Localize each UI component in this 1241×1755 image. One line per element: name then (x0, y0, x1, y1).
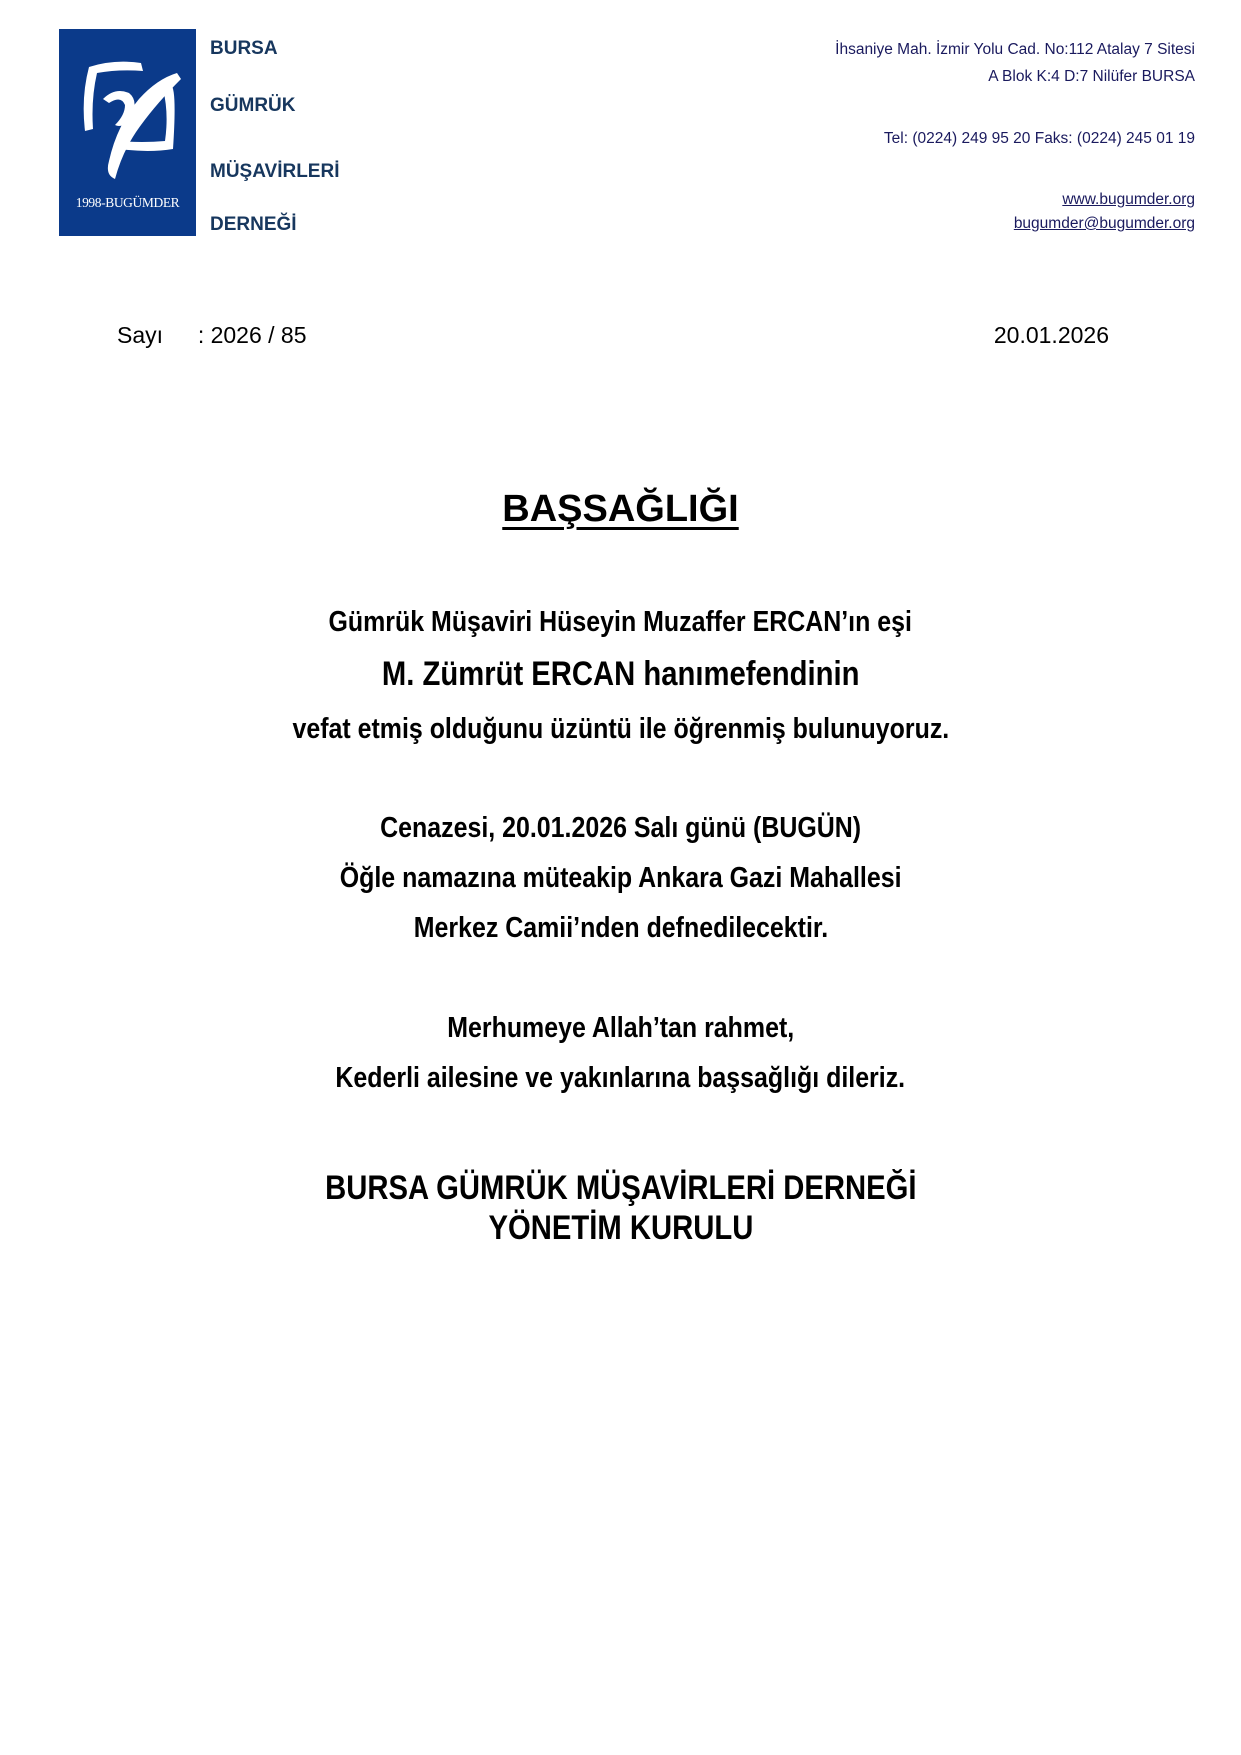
organization-logo (59, 29, 196, 236)
body-line: Gümrük Müşaviri Hüseyin Muzaffer ERCAN’ın eşi (328, 606, 913, 638)
org-name-line: BURSA (210, 38, 278, 59)
org-name-line: MÜŞAVİRLERİ (210, 161, 340, 182)
signature-org: BURSA GÜMRÜK MÜŞAVİRLERİ DERNEĞİ (324, 1169, 917, 1207)
document-date: 20.01.2026 (993, 322, 1109, 348)
body-line: vefat etmiş olduğunu üzüntü ile öğrenmiş bulunuyoruz. (292, 713, 949, 745)
funeral-line: Cenazesi, 20.01.2026 Salı günü (BUGÜN) (380, 812, 861, 844)
deceased-name-line: M. Zümrüt ERCAN hanımefendinin (381, 655, 860, 693)
phone-fax: Tel: (0224) 249 95 20 Faks: (0224) 245 01 19 (883, 130, 1195, 147)
document-number (117, 322, 307, 349)
org-name-line: DERNEĞİ (210, 214, 297, 235)
website-link[interactable]: www.bugumder.org (1062, 191, 1195, 208)
org-name-line: GÜMRÜK (210, 95, 296, 116)
signature-board: YÖNETİM KURULU (488, 1209, 753, 1247)
number-label: Sayı (117, 322, 164, 348)
address-line-2: A Blok K:4 D:7 Nilüfer BURSA (988, 68, 1195, 85)
condolence-line: Merhumeye Allah’tan rahmet, (447, 1012, 794, 1044)
address-line-1: İhsaniye Mah. İzmir Yolu Cad. No:112 Atalay 7 Sitesi (835, 41, 1195, 58)
document-title: BAŞSAĞLIĞI (502, 488, 739, 530)
funeral-line: Öğle namazına müteakip Ankara Gazi Mahallesi (339, 862, 902, 894)
number-value: : 2026 / 85 (197, 322, 307, 348)
condolence-line: Kederli ailesine ve yakınlarına başsağlığı dileriz. (335, 1062, 906, 1094)
funeral-line: Merkez Camii’nden defnedilecektir. (413, 912, 828, 944)
logo-caption: 1998-BUGÜMDER (75, 195, 180, 210)
email-link[interactable]: bugumder@bugumder.org (1013, 215, 1195, 232)
